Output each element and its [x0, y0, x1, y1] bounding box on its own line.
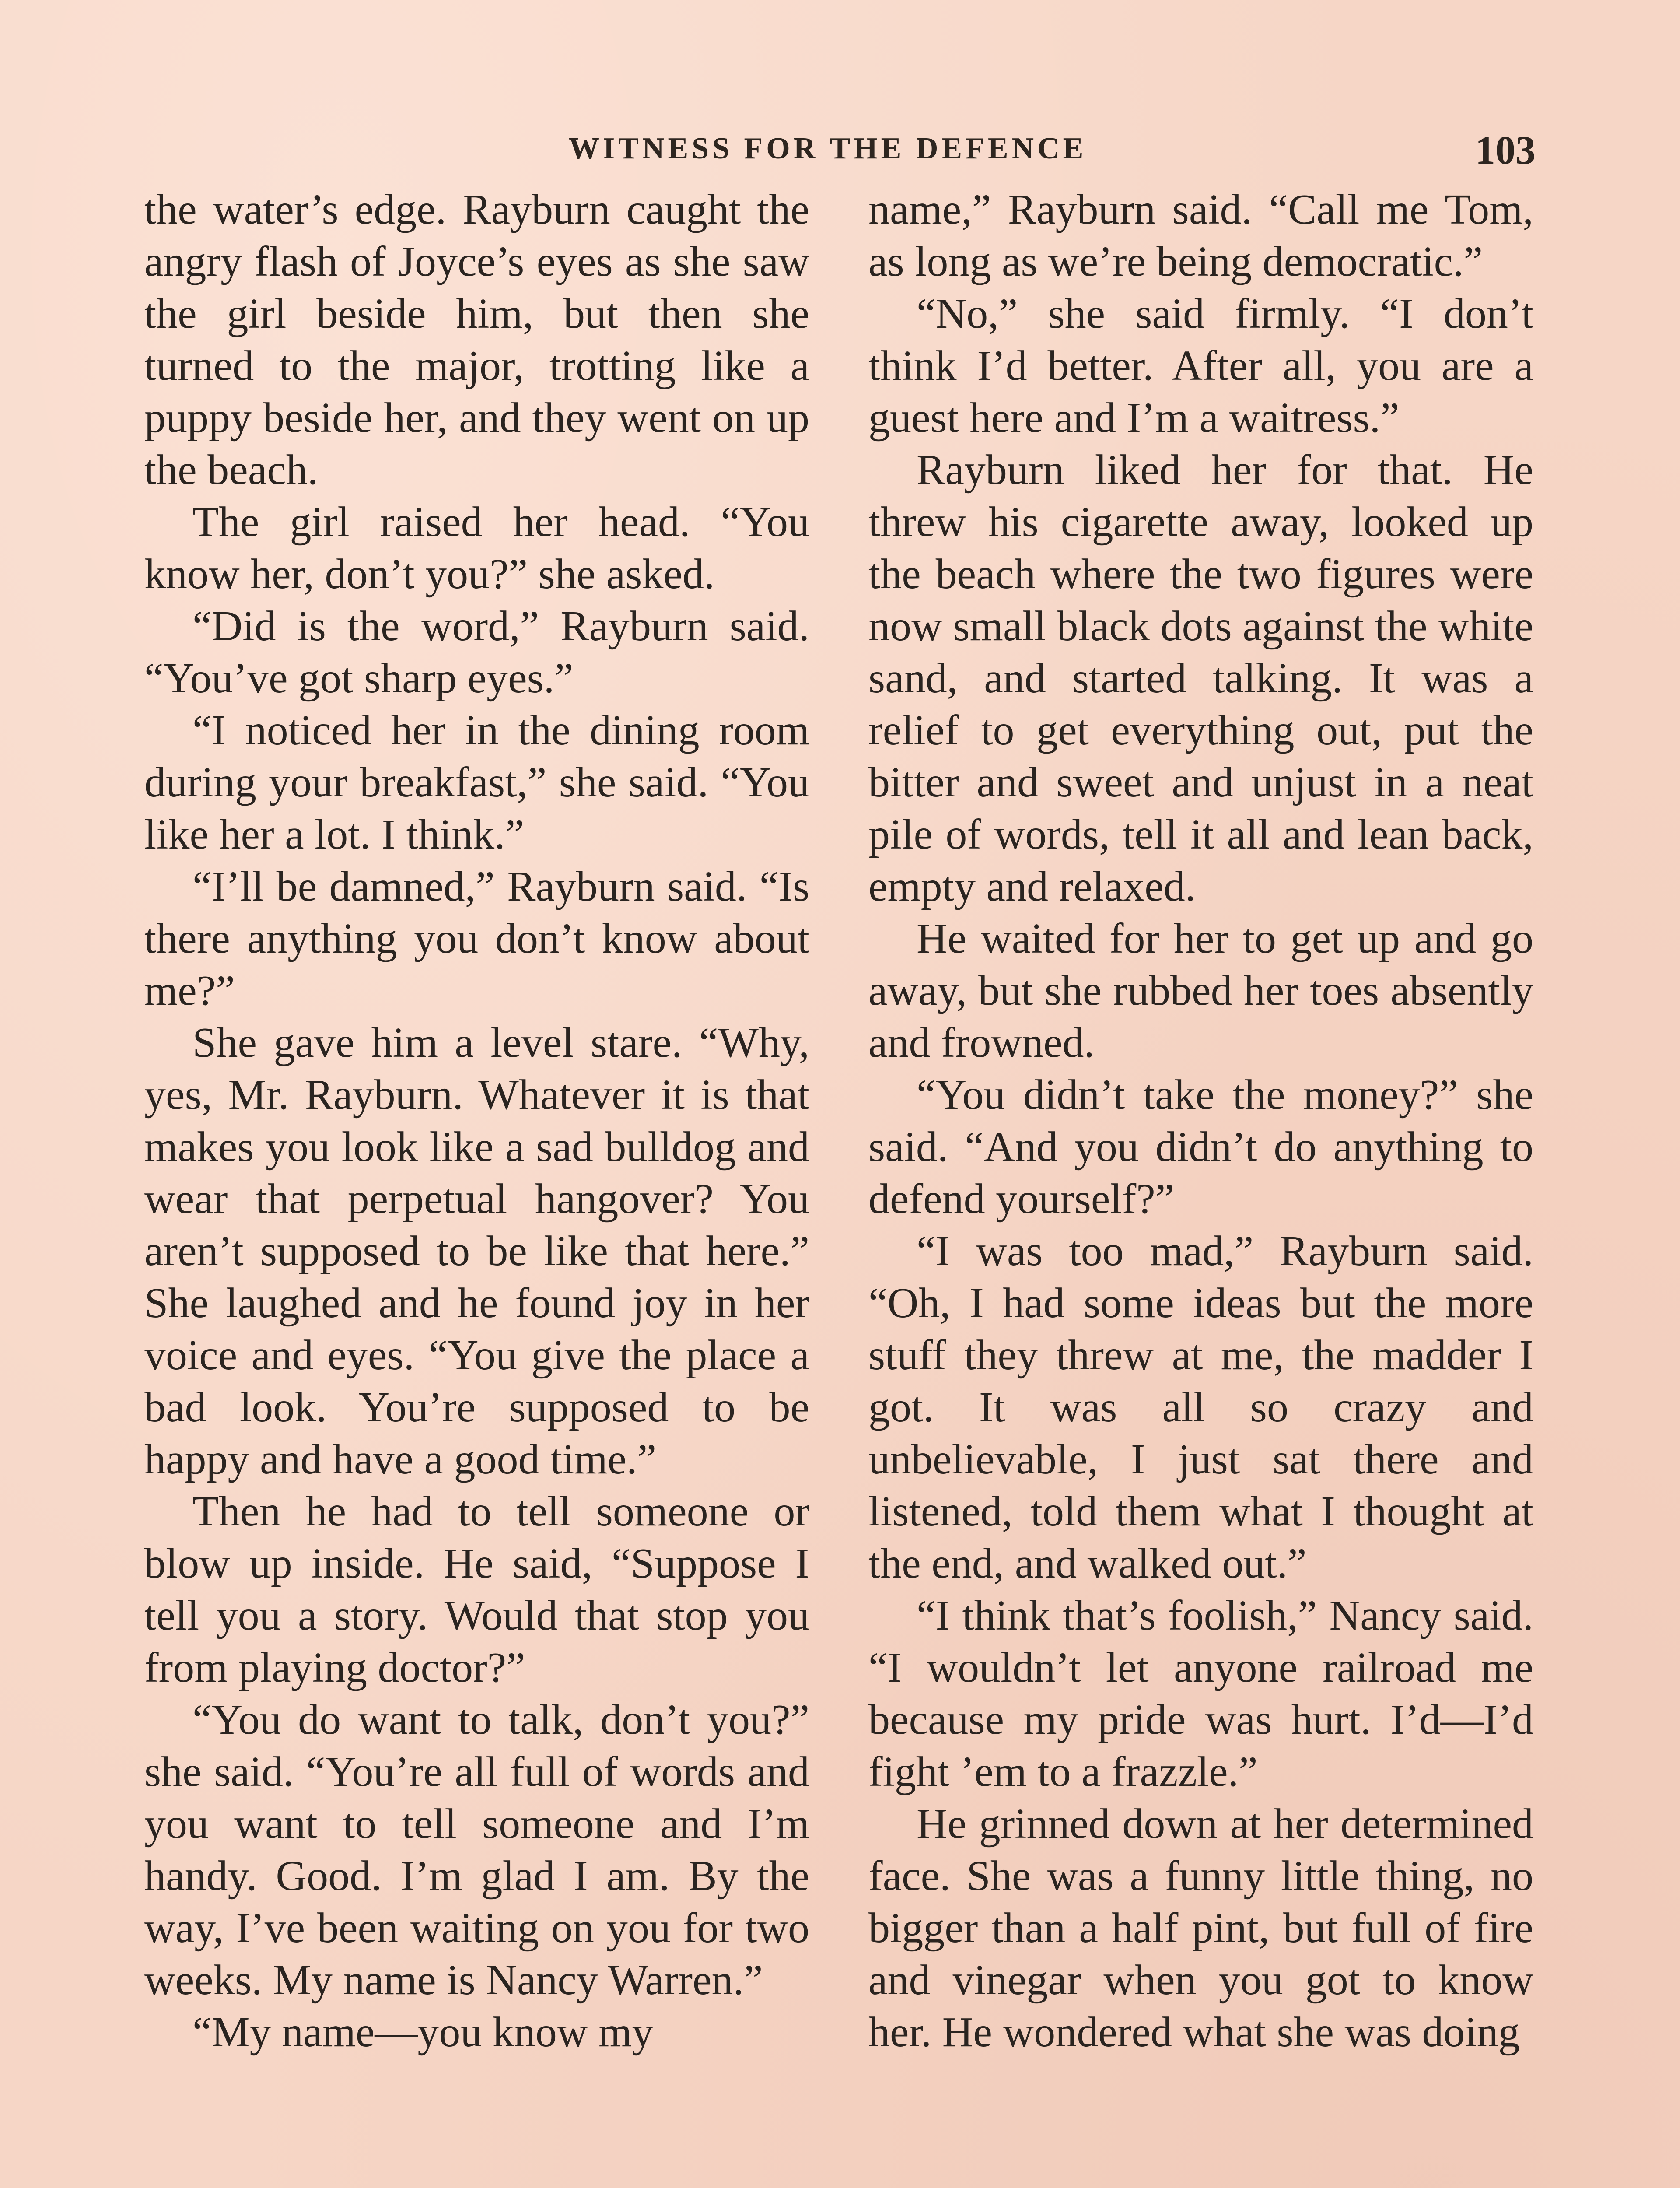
- paragraph: He grinned down at her determined face. She was a funny little thing, no bigger than a half pint, but full of fire and vinegar when you got to know her. He wondered what she was doing: [868, 1800, 1533, 2056]
- paragraph: Then he had to tell someone or blow up inside. He said, “Suppose I tell you a story. Would that stop you from playing doctor?”: [144, 1488, 809, 1691]
- paragraph: She gave him a level stare. “Why, yes, Mr. Rayburn. Whatever it is that makes you look like a sad bulldog and wear that perpetual hangover? You aren’t supposed to be like that here.” She laughed and he found joy in her voice and eyes. “You give the place a bad look. You’re supposed to be happy and have a good time.”: [144, 1019, 809, 1483]
- running-head: WITNESS FOR THE DEFENCE: [569, 132, 1087, 165]
- paragraph: “I noticed her in the dining room during your breakfast,” she said. “You like her a lot. I think.”: [144, 707, 809, 858]
- paragraph: “I was too mad,” Rayburn said. “Oh, I had some ideas but the more stuff they threw at me, the madder I got. It was all so crazy and unbelievable, I just sat there and listened, told them what I thought at the end, and walked out.”: [868, 1227, 1533, 1587]
- paragraph: the water’s edge. Rayburn caught the angry flash of Joyce’s eyes as she saw the girl beside him, but then she turned to the major, trotting like a puppy beside her, and they went on up the beach.: [144, 186, 809, 494]
- paragraph: The girl raised her head. “You know her, don’t you?” she asked.: [144, 498, 809, 598]
- paragraph: “You do want to talk, don’t you?” she said. “You’re all full of words and you want to tell someone and I’m handy. Good. I’m glad I am. By the way, I’ve been waiting on you for two weeks. My name is Nancy Warren.”: [144, 1696, 809, 2004]
- paragraph: Rayburn liked her for that. He threw his cigarette away, looked up the beach where the two figures were now small black dots against the white sand, and started talking. It was a relief to get everything out, put the bitter and sweet and unjust in a neat pile of words, tell it all and lean back, empty and relaxed.: [868, 446, 1533, 910]
- paragraph: “You didn’t take the money?” she said. “And you didn’t do anything to defend yourself?”: [868, 1071, 1533, 1223]
- paragraph: “My name—you know my: [192, 2009, 654, 2056]
- paragraph: “I think that’s foolish,” Nancy said. “I wouldn’t let anyone railroad me because my pride was hurt. I’d—I’d fight ’em to a frazzle.”: [868, 1592, 1533, 1795]
- paragraph: He waited for her to get up and go away, but she rubbed her toes absently and frowned.: [868, 915, 1533, 1066]
- left-text-column: [144, 184, 809, 2058]
- paragraph: “No,” she said firmly. “I don’t think I’d better. After all, you are a guest here and I’m a waitress.”: [868, 290, 1533, 442]
- page-number: 103: [1475, 128, 1536, 172]
- right-text-column: [868, 184, 1533, 2058]
- paragraph: name,” Rayburn said. “Call me Tom, as long as we’re being democratic.”: [868, 186, 1533, 285]
- paragraph: “Did is the word,” Rayburn said. “You’ve got sharp eyes.”: [144, 603, 809, 702]
- paragraph: “I’ll be damned,” Rayburn said. “Is there anything you don’t know about me?”: [144, 863, 809, 1014]
